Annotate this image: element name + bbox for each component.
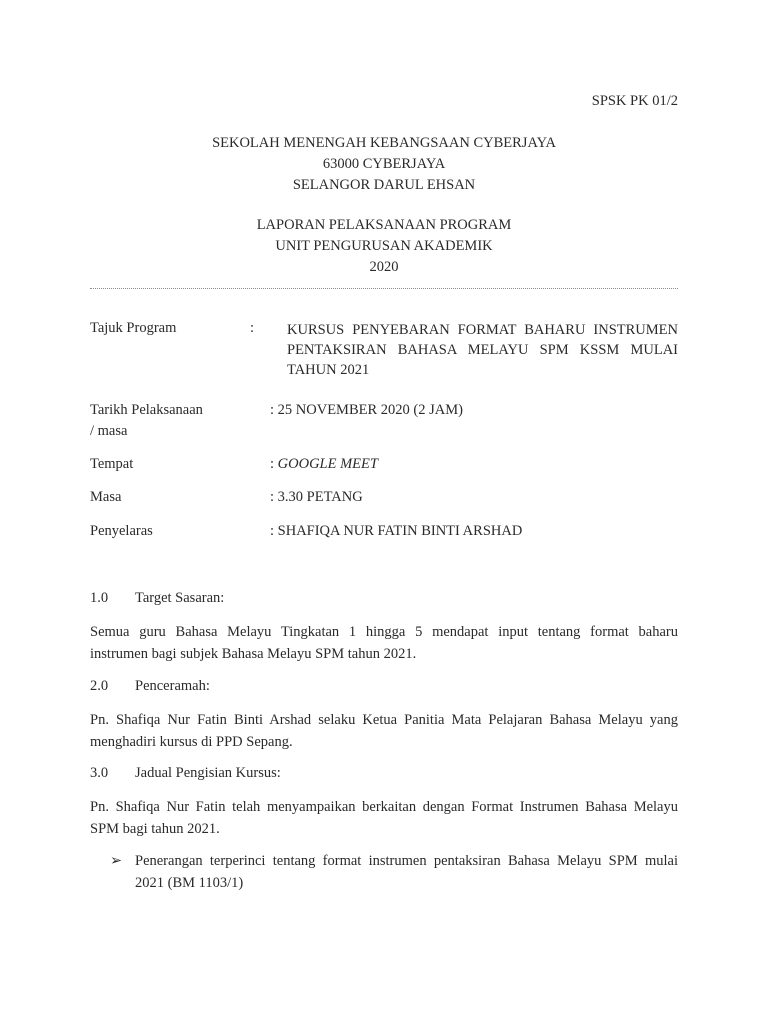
section-number: 3.0 [90, 765, 109, 781]
tarikh-label-masa: / masa [90, 423, 128, 439]
tempat-venue: GOOGLE MEET [277, 456, 378, 472]
paragraph-line: Pn. Shafiqa Nur Fatin telah menyampaikan berkaitan dengan Format Instrumen Bahasa Melayu [90, 799, 678, 815]
arrow-bullet-icon: ➢ [110, 853, 123, 869]
penyelaras-label: Penyelaras [90, 523, 153, 539]
school-state: SELANGOR DARUL EHSAN [292, 177, 476, 193]
report-unit: UNIT PENGURUSAN AKADEMIK [275, 238, 493, 254]
section-2-paragraph [90, 709, 678, 753]
paragraph-line: Semua guru Bahasa Melayu Tingkatan 1 hingga 5 mendapat input tentang format baharu [90, 624, 678, 640]
bullet-line: 2021 (BM 1103/1) [135, 875, 244, 891]
dotted-divider [90, 288, 678, 289]
tajuk-label: Tajuk Program [90, 320, 177, 336]
paragraph-line: menghadiri kursus di PPD Sepang. [90, 734, 293, 750]
masa-value: : 3.30 PETANG [270, 489, 363, 505]
tempat-value [270, 456, 378, 473]
section-1-paragraph [90, 621, 678, 665]
tarikh-label: Tarikh Pelaksanaan [90, 402, 203, 418]
bullet-line: Penerangan terperinci tentang format instrumen pentaksiran Bahasa Melayu SPM mulai [135, 853, 678, 869]
report-year: 2020 [369, 259, 399, 275]
section-number: 1.0 [90, 590, 109, 606]
tajuk-line: KURSUS PENYEBARAN FORMAT BAHARU INSTRUMEN [287, 322, 678, 338]
tajuk-line: PENTAKSIRAN BAHASA MELAYU SPM KSSM MULAI [287, 342, 678, 358]
form-code: SPSK PK 01/2 [591, 93, 678, 109]
report-title: LAPORAN PELAKSANAAN PROGRAM [256, 217, 512, 233]
penyelaras-value: : SHAFIQA NUR FATIN BINTI ARSHAD [270, 523, 523, 539]
section-number: 2.0 [90, 678, 109, 694]
section-3-heading [90, 765, 678, 785]
tempat-label: Tempat [90, 456, 134, 472]
tempat-colon: : [270, 456, 278, 472]
tajuk-value [287, 320, 678, 380]
section-2-heading [90, 678, 678, 698]
masa-label: Masa [90, 489, 122, 505]
tarikh-value: : 25 NOVEMBER 2020 (2 JAM) [270, 402, 463, 418]
paragraph-line: SPM bagi tahun 2021. [90, 821, 220, 837]
school-name: SEKOLAH MENENGAH KEBANGSAAN CYBERJAYA [212, 135, 556, 151]
tajuk-line: TAHUN 2021 [287, 362, 370, 378]
school-postcode-city: 63000 CYBERJAYA [322, 156, 446, 172]
paragraph-line: Pn. Shafiqa Nur Fatin Binti Arshad selaku Ketua Panitia Mata Pelajaran Bahasa Melayu yang [90, 712, 678, 728]
section-title: Jadual Pengisian Kursus: [135, 765, 281, 781]
section-title: Penceramah: [135, 678, 210, 694]
section-title: Target Sasaran: [135, 590, 225, 606]
tajuk-colon: : [250, 320, 255, 336]
section-3-paragraph [90, 796, 678, 840]
bullet-text [135, 850, 678, 894]
section-1-heading [90, 590, 678, 610]
paragraph-line: instrumen bagi subjek Bahasa Melayu SPM tahun 2021. [90, 646, 417, 662]
